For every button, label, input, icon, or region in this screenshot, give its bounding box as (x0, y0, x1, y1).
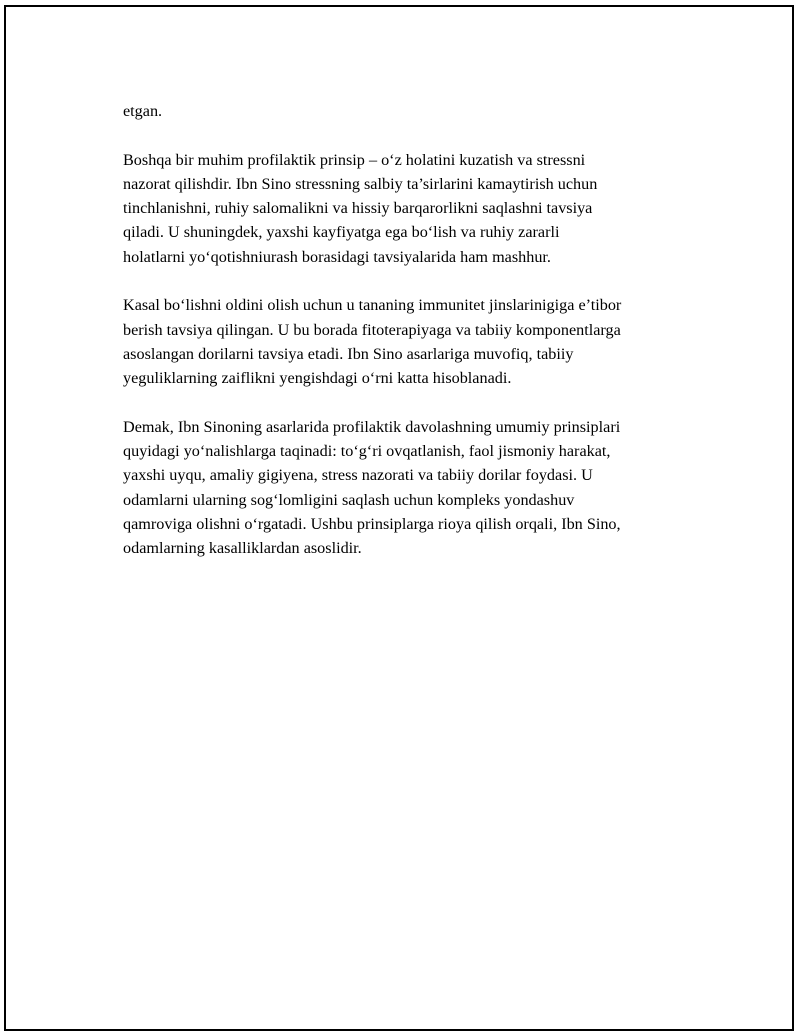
paragraph-3: Kasal bo‘lishni oldini olish uchun u tananing immunitet jinslarinigiga e’tibor berish tavsiya qilingan. U bu borada fitoterapiyaga va tabiiy komponentlarga asoslangan dorilarni tavsiya etadi. Ibn Sino asarlariga muvofiq, tabiiy yeguliklarning zaiflikni yengishdagi o‘rni katta hisoblanadi. (123, 296, 622, 388)
paragraph-1: etgan. (123, 102, 163, 120)
paragraph-4: Demak, Ibn Sinoning asarlarida profilaktik davolashning umumiy prinsiplari quyidagi yo‘nalishlarga taqinadi: to‘g‘ri ovqatlanish, faol jismoniy harakat, yaxshi uyqu, amaliy gigiyena, stress nazorati va tabiiy dorilar foydasi. U odamlarni ularning sog‘lomligini saqlash uchun kompleks yondashuv qamroviga olishni o‘rgatadi. Ushbu prinsiplarga rioya qilish orqali, Ibn Sino, odamlarning kasalliklardan asoslidir. (123, 417, 621, 558)
document-body (123, 99, 703, 585)
page-frame (4, 5, 794, 1031)
paragraph-2: Boshqa bir muhim profilaktik prinsip – o‘z holatini kuzatish va stressni nazorat qilishdir. Ibn Sino stressning salbiy ta’sirlarini kamaytirish uchun tinchlanishni, ruhiy salomalikni va hissiy barqarorlikni saqlashni tavsiya qiladi. U shuningdek, yaxshi kayfiyatga ega bo‘lish va ruhiy zararli holatlarni yo‘qotishniurash borasidagi tavsiyalarida ham mashhur. (123, 150, 598, 266)
